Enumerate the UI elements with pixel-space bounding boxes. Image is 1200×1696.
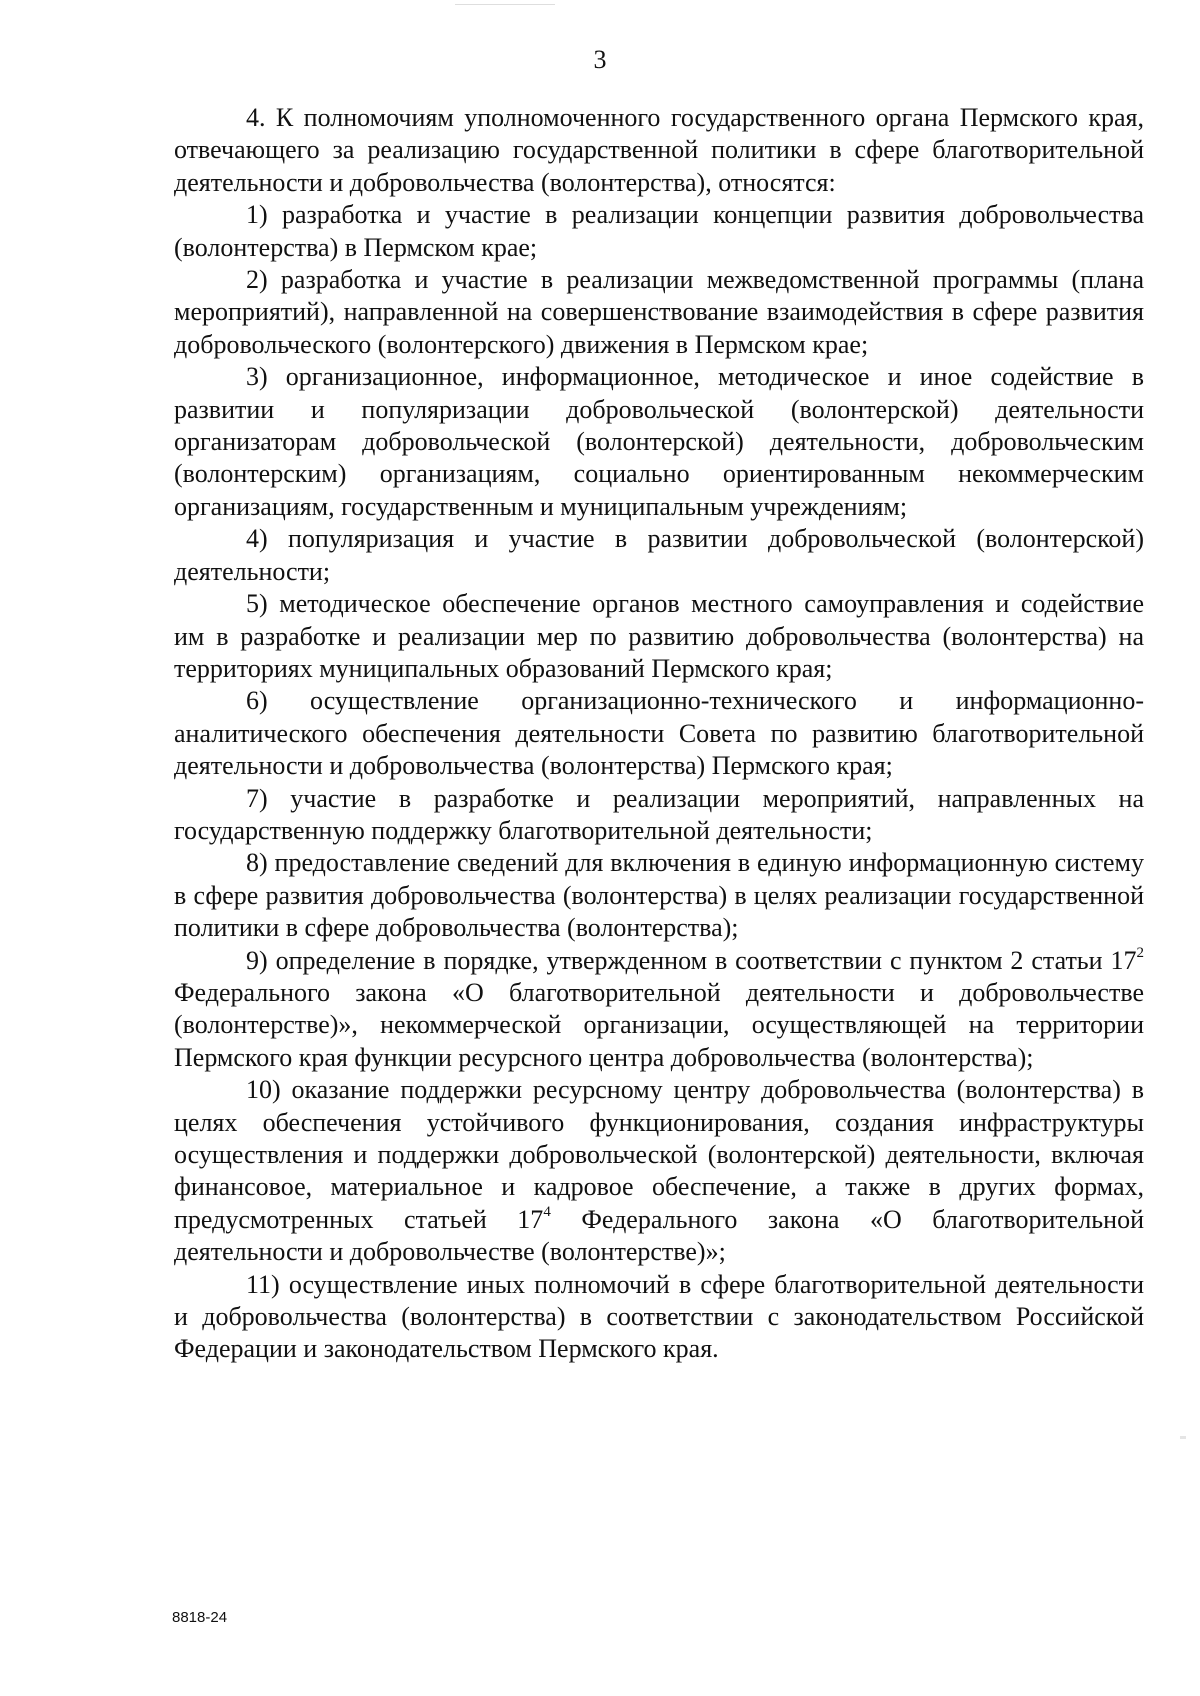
superscript-2: 2 — [1136, 944, 1144, 961]
paragraph-intro: 4. К полномочиям уполномоченного государственного органа Пермского края, отвечающего за реализацию государственной политики в сфере благотворительной деятельности и добровольчества (волонтерства), относятся: — [174, 103, 1144, 197]
scan-artifact — [1180, 1436, 1186, 1439]
scan-artifact — [455, 4, 555, 5]
list-item-10-text-before: 10) оказание поддержки ресурсному центру добровольчества (волонтерства) в целях обеспечения устойчивого функционирования, создания инфраструктуры осуществления и поддержки добровольческой (волонтерской) деятельности, включая финансовое, материальное и кадровое обеспечение, а также в других формах, предусмотренных статьей 17 — [174, 1075, 1144, 1234]
list-item-6: 6) осуществление организационно-технического и информационно-аналитического обеспечения деятельности Совета по развитию благотворительной деятельности и добровольчества (волонтерства) Пермского края; — [174, 686, 1144, 781]
list-item-7: 7) участие в разработке и реализации мероприятий, направленных на государственную поддержку благотворительной деятельности; — [174, 783, 1144, 845]
list-item-2: 2) разработка и участие в реализации межведомственной программы (плана мероприятий), направленной на совершенствование взаимодействия в сфере развития добровольческого (волонтерского) движения в Пермском крае; — [174, 265, 1144, 359]
list-item-10-text-after: Федерального закона «О благотворительной деятельности и добровольчестве (волонтерстве)»; — [174, 1204, 1144, 1267]
list-item-11: 11) осуществление иных полномочий в сфере благотворительной деятельности и добровольчества (волонтерства) в соответствии с законодательством Российской Федерации и законодательством Пермского края. — [174, 1269, 1144, 1364]
list-item-4: 4) популяризация и участие в развитии добровольческой (волонтерской) деятельности; — [174, 524, 1144, 586]
superscript-4: 4 — [543, 1204, 551, 1221]
list-item-5: 5) методическое обеспечение органов местного самоуправления и содействие им в разработке и реализации мер по развитию добровольчества (волонтерства) на территориях муниципальных образований Пермского края; — [174, 589, 1144, 683]
list-item-9 — [174, 945, 1144, 1075]
list-item-9-text-before: 9) определение в порядке, утвержденном в соответствии с пунктом 2 статьи 17 — [246, 945, 1137, 975]
document-code: 8818-24 — [172, 1609, 228, 1626]
list-item-3: 3) организационное, информационное, методическое и иное содействие в развитии и популяризации добровольческой (волонтерской) деятельности организаторам добровольческой (волонтерской) деятельности, добровольческим (волонтерским) организациям, социально ориентированным некоммерческим организациям, государственным и муниципальным учреждениям; — [174, 362, 1144, 521]
list-item-8: 8) предоставление сведений для включения в единую информационную систему в сфере развития добровольчества (волонтерства) в целях реализации государственной политики в сфере добровольчества (волонтерства); — [174, 848, 1144, 943]
page-number: 3 — [593, 45, 607, 74]
list-item-10 — [174, 1074, 1144, 1268]
list-item-1: 1) разработка и участие в реализации концепции развития добровольчества (волонтерства) в Пермском крае; — [174, 200, 1144, 262]
list-item-9-text-after: Федерального закона «О благотворительной деятельности и добровольчестве (волонтерстве)», некоммерческой организации, осуществляющей на территории Пермского края функции ресурсного центра добровольчества (волонтерства); — [174, 977, 1144, 1072]
document-body — [174, 102, 1144, 1366]
